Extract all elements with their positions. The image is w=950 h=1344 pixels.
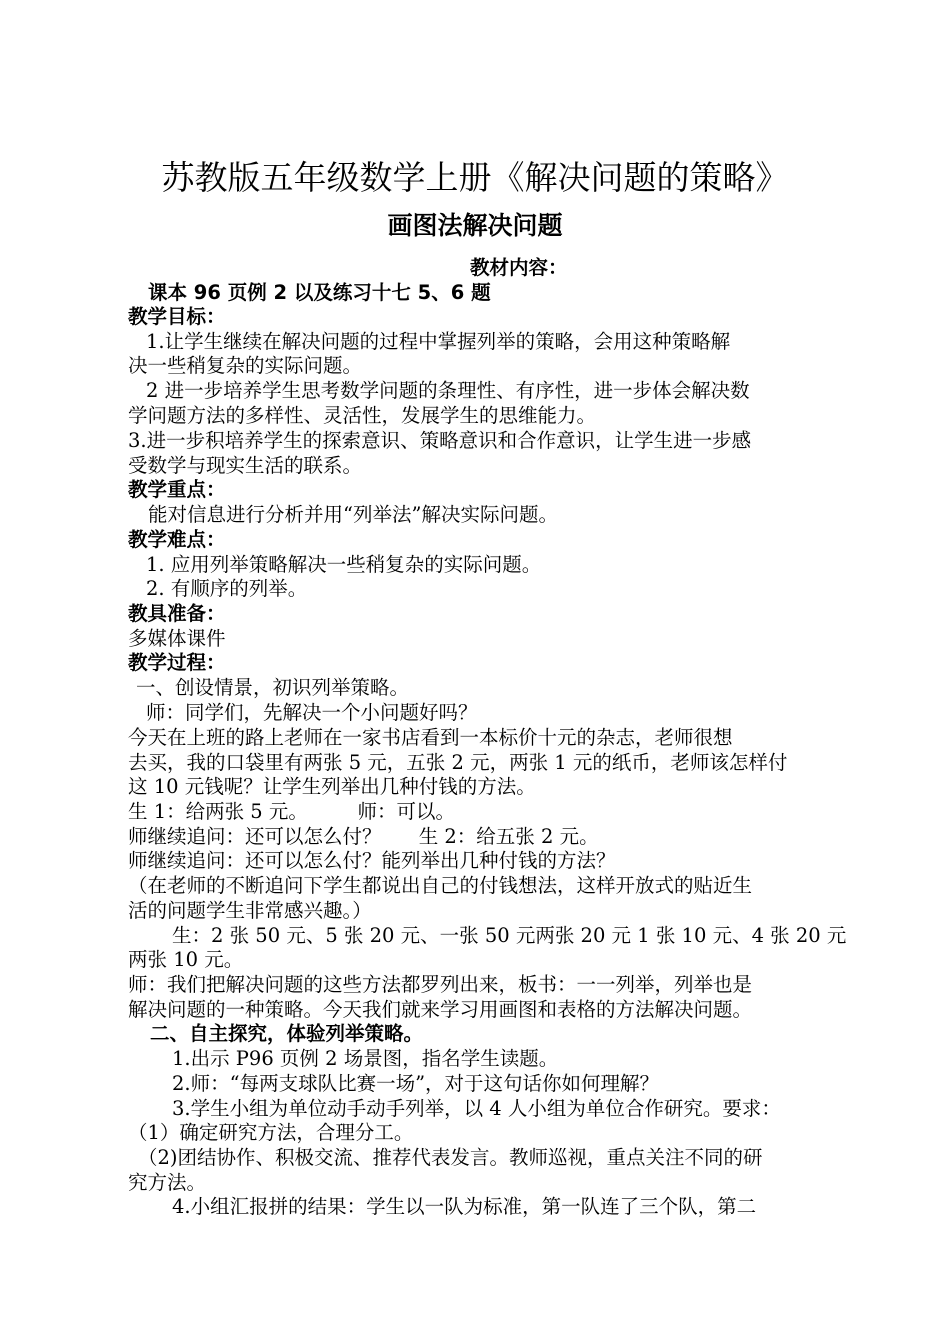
process-line: 生：2 张 50 元、5 张 20 元、一张 50 元两张 20 元 1 张 10 元、4 张 20 元 [172, 924, 847, 947]
document-subtitle: 画图法解决问题 [387, 211, 563, 240]
objective-line: 决一些稍复杂的实际问题。 [128, 354, 363, 377]
process-heading: 教学过程： [128, 651, 226, 674]
objective-line: 1.让学生继续在解决问题的过程中掌握列举的策略，会用这种策略解 [146, 330, 731, 353]
process-line: 一、创设情景，初识列举策略。 [136, 676, 410, 699]
process-line: 师：同学们，先解决一个小问题好吗？ [146, 701, 478, 724]
objective-line: 学问题方法的多样性、灵活性，发展学生的思维能力。 [128, 404, 597, 427]
key-point-text: 能对信息进行分析并用“列举法”解决实际问题。 [148, 503, 558, 526]
key-point-heading: 教学重点： [128, 478, 226, 501]
process-line: （1）确定研究方法，合理分工。 [128, 1121, 414, 1144]
process-line: 1.出示 P96 页例 2 场景图，指名学生读题。 [172, 1047, 559, 1070]
process-line: 生 1：给两张 5 元。 师：可以。 [128, 800, 455, 823]
tools-text: 多媒体课件 [128, 627, 226, 650]
process-line: （在老师的不断追问下学生都说出自己的付钱想法，这样开放式的贴近生 [128, 874, 753, 897]
process-line: 活的问题学生非常感兴趣。） [128, 899, 372, 922]
objectives-heading: 教学目标： [128, 305, 226, 328]
process-line: 师继续追问：还可以怎么付？ 生 2：给五张 2 元。 [128, 825, 599, 848]
process-line: 这 10 元钱呢？让学生列举出几种付钱的方法。 [128, 775, 536, 798]
difficulty-heading: 教学难点： [128, 528, 226, 551]
tools-heading: 教具准备： [128, 602, 226, 625]
process-line: （2)团结协作、积极交流、推荐代表发言。教师巡视，重点关注不同的研 [138, 1146, 763, 1169]
process-line: 师继续追问：还可以怎么付？能列举出几种付钱的方法？ [128, 849, 616, 872]
process-line: 3.学生小组为单位动手动手列举，以 4 人小组为单位合作研究。要求： [172, 1097, 781, 1120]
objective-line: 3.进一步积培养学生的探索意识、策略意识和合作意识，让学生进一步感 [128, 429, 752, 452]
process-line: 4.小组汇报拼的结果：学生以一队为标准，第一队连了三个队，第二 [172, 1195, 757, 1218]
process-line: 师：我们把解决问题的这些方法都罗列出来，板书：一一列举，列举也是 [128, 973, 753, 996]
difficulty-item: 1. 应用列举策略解决一些稍复杂的实际问题。 [146, 553, 542, 576]
process-line: 究方法。 [128, 1171, 207, 1194]
process-line: 今天在上班的路上老师在一家书店看到一本标价十元的杂志，老师很想 [128, 726, 733, 749]
process-line: 两张 10 元。 [128, 948, 244, 971]
process-line: 去买，我的口袋里有两张 5 元，五张 2 元，两张 1 元的纸币，老师该怎样付 [128, 751, 788, 774]
difficulty-item: 2. 有顺序的列举。 [146, 577, 308, 600]
document-title: 苏教版五年级数学上册《解决问题的策略》 [161, 158, 789, 197]
process-line: 解决问题的一种策略。今天我们就来学习用画图和表格的方法解决问题。 [128, 998, 753, 1021]
process-line: 2.师：“每两支球队比赛一场”，对于这句话你如何理解？ [172, 1072, 660, 1095]
materials-heading: 教材内容： [470, 256, 568, 279]
objective-line: 受数学与现实生活的联系。 [128, 454, 363, 477]
section-two-heading: 二、自主探究，体验列举策略。 [150, 1022, 424, 1045]
objective-line: 2 进一步培养学生思考数学问题的条理性、有序性，进一步体会解决数 [146, 379, 750, 402]
materials-text: 课本 96 页例 2 以及练习十七 5、6 题 [148, 281, 491, 304]
